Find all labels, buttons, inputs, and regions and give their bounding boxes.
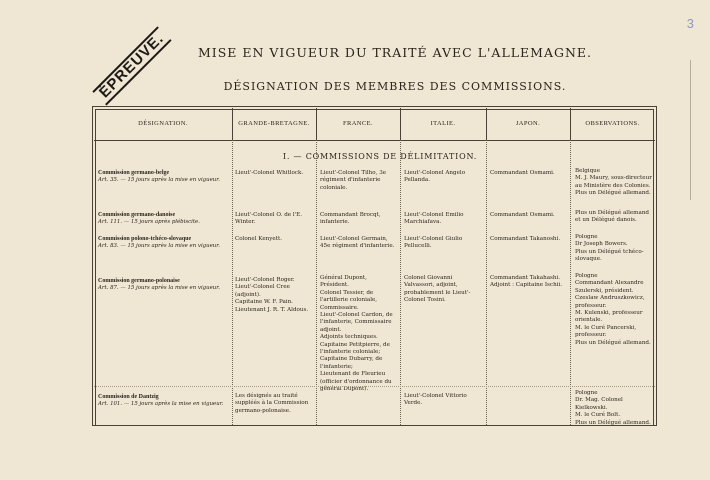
- italie-member: Lieut'-Colonel Vittorio Verde.: [404, 393, 467, 407]
- france-member: Général Dupont, Président. Colonel Tessier, de l'artillerie coloniale, Commissaire. Lieut'-Colonel Cardon, de l'infanterie, Commissaire adjoint. Adjoints techniques. Capitaine Petitpierre, de l'infanterie coloniale; Capitaine Dubarry, de l'infanterie; Lieutenant de Fleurieu (officier d'ordonnance du général Dupont).: [320, 275, 393, 393]
- gb-member: Les désignés au traité suppléés à la Commission germano-polonaise.: [235, 393, 309, 414]
- column-divider: [232, 140, 233, 425]
- commission-article: Art. 35. — 15 jours après la mise en vigueur.: [98, 177, 220, 184]
- commission-name: Commission germano-polonaise: [98, 278, 180, 284]
- table-row: [98, 236, 230, 251]
- commission-name: Commission de Dantzig: [98, 394, 159, 400]
- gb-member: Lieut'-Colonel Whitlock.: [235, 170, 304, 176]
- commission-name: Commission germano-belge: [98, 170, 170, 176]
- gb-member: Colonel Kenyett.: [235, 236, 282, 242]
- column-divider: [400, 140, 401, 425]
- italie-member: Lieut'-Colonel Angelo Pellanda.: [404, 170, 466, 184]
- row-separator: [94, 386, 655, 387]
- japon-member: Commandant Osmami.: [490, 212, 555, 218]
- observations: Pologne Dr. Mag. Colonel Kielkowski. M. le Curé Bolt. Plus un Délégué allemand.: [575, 390, 651, 426]
- column-divider: [570, 140, 571, 425]
- gb-member: Lieut'-Colonel O. de l'E. Winter.: [235, 212, 303, 226]
- italie-member: Lieut'-Colonel Giulio Pellucelli.: [404, 236, 463, 250]
- table-row: [98, 278, 230, 293]
- proof-stamp: ÉPREUVE.: [92, 26, 171, 105]
- header-france: FRANCE.: [342, 120, 374, 127]
- table-row: [98, 212, 230, 227]
- japon-member: Commandant Takanoshi.: [490, 236, 561, 242]
- gb-member: Lieut'-Colonel Roger. Lieut'-Colonel Cree (adjoint). Capitaine W. F. Pain. Lieutenant J. R. T. Aldous.: [235, 277, 309, 313]
- commission-article: Art. 101. — 15 jours après la mise en vigueur.: [98, 401, 224, 408]
- header-grande-bretagne: GRANDE-BRETAGNE.: [238, 120, 310, 127]
- observations: Pologne Dr Joseph Bowers. Plus un Délégué tchéco-slovaque.: [575, 234, 644, 263]
- commission-article: Art. 83. — 15 jours après la mise en vigueur.: [98, 243, 220, 250]
- header-japon: JAPON.: [515, 120, 541, 127]
- france-member: Lieut'-Colonel Germain, 45e régiment d'infanterie.: [320, 236, 395, 250]
- italie-member: Lieut'-Colonel Emilio Marchiafava.: [404, 212, 464, 226]
- column-divider: [486, 140, 487, 425]
- observations: Pologne Commandant Alexandre Szulerski, président. Czeslaw Andruszkowicz, professeur. M. Kulenski, professeur orientale. M. le Curé Pancerski, professeur. Plus un Délégué allemand.: [575, 273, 651, 346]
- commission-article: Art. 87. — 15 jours après la mise en vigueur.: [98, 285, 220, 292]
- italie-member: Colonel Giovanni Valvassori, adjoint, probablement le Lieut'-Colonel Tosini.: [404, 275, 471, 304]
- document-subtitle: DÉSIGNATION DES MEMBRES DES COMMISSIONS.: [223, 80, 567, 93]
- commission-article: Art. 111. — 15 jours après plébiscite.: [98, 219, 200, 226]
- observations: Belgique M. J. Maury, sous-directeur au Ministère des Colonies. Plus un Délégué allemand.: [575, 168, 652, 197]
- observations: Plus un Délégué allemand et un Délégué danois.: [575, 210, 649, 224]
- page-number: 3: [686, 16, 694, 31]
- france-member: Lieut'-Colonel Tilho, 3e régiment d'infanterie coloniale.: [320, 170, 387, 191]
- france-member: Commandant Brocqt, infanterie.: [320, 212, 381, 226]
- commission-name: Commission germano-danoise: [98, 212, 176, 218]
- japon-member: Commandant Takahashi. Adjoint : Capitaine Ischii.: [490, 275, 563, 289]
- column-divider: [316, 140, 317, 425]
- japon-member: Commandant Osmami.: [490, 170, 555, 176]
- header-observations: OBSERVATIONS.: [585, 120, 640, 127]
- pencil-mark: [690, 60, 691, 200]
- section-title: I. — COMMISSIONS DE DÉLIMITATION.: [282, 152, 478, 161]
- table-row: [98, 170, 230, 185]
- document-title: MISE EN VIGUEUR DU TRAITÉ AVEC L'ALLEMAGNE.: [197, 45, 593, 60]
- header-italie: ITALIE.: [430, 120, 456, 127]
- table-row: [98, 394, 230, 409]
- header-designation: DÉSIGNATION.: [138, 120, 188, 127]
- commission-name: Commission polono-tchéco-slovaque: [98, 236, 192, 242]
